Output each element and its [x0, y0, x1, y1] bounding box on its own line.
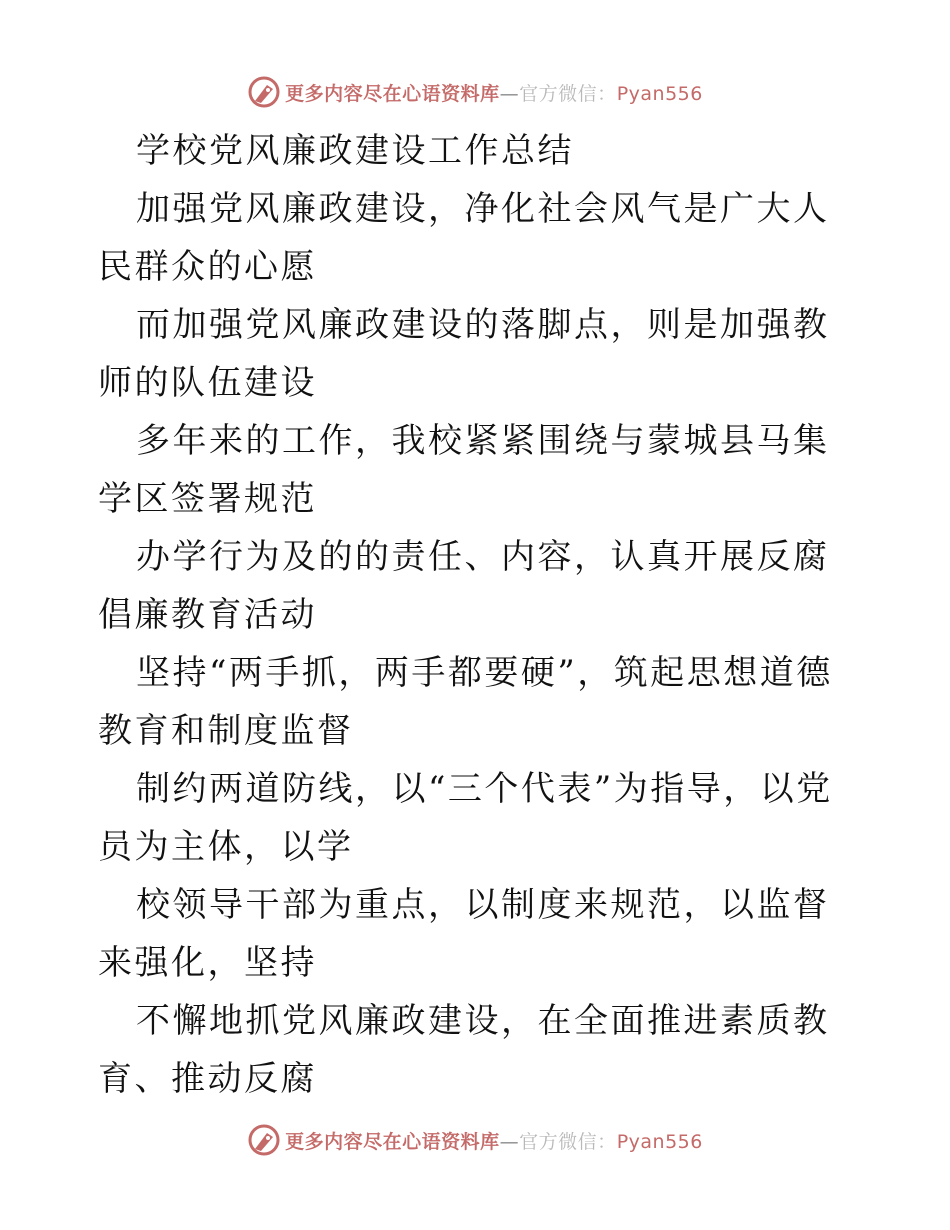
watermark-brand: 更多内容尽在心语资料库: [285, 82, 500, 105]
document-body: [98, 122, 858, 1108]
watermark-wechat-id: Pyan556: [616, 1130, 703, 1153]
header-watermark: [0, 72, 950, 112]
watermark-wechat-id: Pyan556: [616, 82, 703, 105]
document-title: 学校党风廉政建设工作总结: [136, 131, 574, 171]
pen-nib-logo-icon: [247, 1123, 281, 1157]
watermark-separator: —: [499, 82, 520, 105]
paragraph: 不懈地抓党风廉政建设，在全面推进素质教育、推动反腐: [98, 1001, 830, 1099]
watermark-text: [285, 79, 703, 106]
watermark-separator: —: [499, 1130, 520, 1153]
paragraph: 办学行为及的的责任、内容，认真开展反腐倡廉教育活动: [98, 537, 830, 635]
paragraph: 坚持“两手抓，两手都要硬”，筑起思想道德教育和制度监督: [98, 653, 833, 751]
watermark-text: [285, 1127, 703, 1154]
paragraph: 加强党风廉政建设，净化社会风气是广大人民群众的心愿: [98, 189, 830, 287]
footer-watermark: [0, 1120, 950, 1160]
paragraph: 校领导干部为重点，以制度来规范，以监督来强化，坚持: [98, 885, 830, 983]
paragraph: 制约两道防线，以“三个代表”为指导，以党员为主体，以学: [98, 769, 833, 867]
paragraph: 多年来的工作，我校紧紧围绕与蒙城县马集学区签署规范: [98, 421, 830, 519]
watermark-official-label: 官方微信：: [519, 82, 617, 105]
paragraph: 而加强党风廉政建设的落脚点，则是加强教师的队伍建设: [98, 305, 830, 403]
watermark-official-label: 官方微信：: [519, 1130, 617, 1153]
watermark-brand: 更多内容尽在心语资料库: [285, 1130, 500, 1153]
pen-nib-logo-icon: [247, 75, 281, 109]
